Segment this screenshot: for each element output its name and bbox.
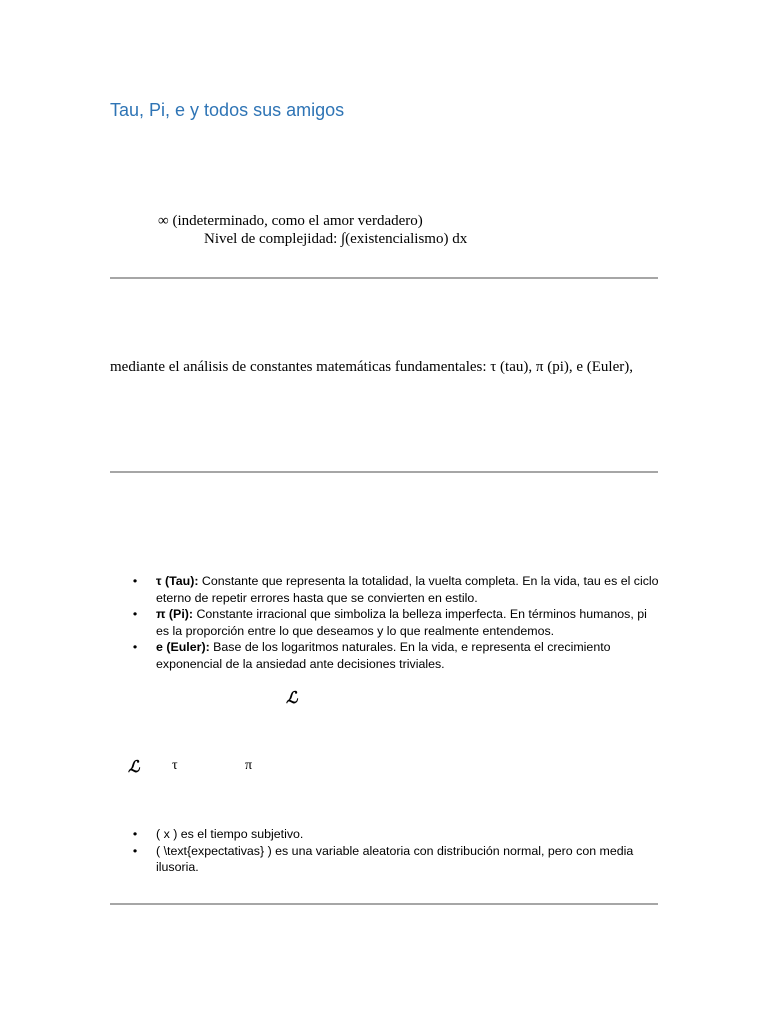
- text-x: ( x ) es el tiempo subjetivo.: [156, 827, 304, 841]
- text-pi: Constante irracional que simboliza la belleza imperfecta. En términos humanos, pi es la proporción entre lo que deseamos y lo que realmente entendemos.: [156, 607, 647, 638]
- list-item-tau: [130, 573, 660, 606]
- horizontal-rule-3: [110, 903, 658, 905]
- bullet-icon: •: [132, 843, 138, 858]
- infinity-line: ∞ (indeterminado, como el amor verdadero): [158, 213, 423, 229]
- pi-symbol: π: [245, 758, 253, 773]
- bullet-icon: •: [132, 640, 138, 654]
- bullet-icon: •: [132, 574, 138, 588]
- bullet-icon: •: [132, 827, 138, 841]
- list-item-x: [130, 826, 660, 843]
- text-euler: Base de los logaritmos naturales. En la vida, e representa el crecimiento exponencial de la ansiedad ante decisiones triviales.: [156, 640, 611, 671]
- horizontal-rule-1: [110, 277, 658, 279]
- text-tau: Constante que representa la totalidad, la vuelta completa. En la vida, tau es el ciclo eterno de repetir errores hasta que se convierten en estilo.: [156, 574, 659, 605]
- complexity-line: Nivel de complejidad: ∫(existencialismo) dx: [204, 231, 468, 247]
- term-euler: e (Euler):: [156, 640, 210, 654]
- term-pi: π (Pi):: [156, 607, 194, 621]
- text-expectativas: ( \text{expectativas} ) es una variable aleatoria con distribución normal, pero con media ilusoria.: [156, 843, 634, 874]
- intro-line: mediante el análisis de constantes matemáticas fundamentales: τ (tau), π (pi), e (Euler),: [110, 359, 633, 375]
- variables-list: [130, 826, 660, 876]
- script-l-symbol-top: ℒ: [286, 688, 298, 707]
- tau-symbol: τ: [172, 758, 178, 773]
- term-tau: τ (Tau):: [156, 574, 199, 588]
- horizontal-rule-2: [110, 471, 658, 473]
- bullet-icon: •: [132, 607, 138, 621]
- list-item-pi: [130, 606, 660, 639]
- list-item-expectativas: [130, 843, 660, 876]
- constants-list: [130, 573, 660, 672]
- document-title: Tau, Pi, e y todos sus amigos: [110, 100, 345, 120]
- script-l-symbol-left: ℒ: [128, 757, 140, 776]
- list-item-euler: [130, 639, 660, 672]
